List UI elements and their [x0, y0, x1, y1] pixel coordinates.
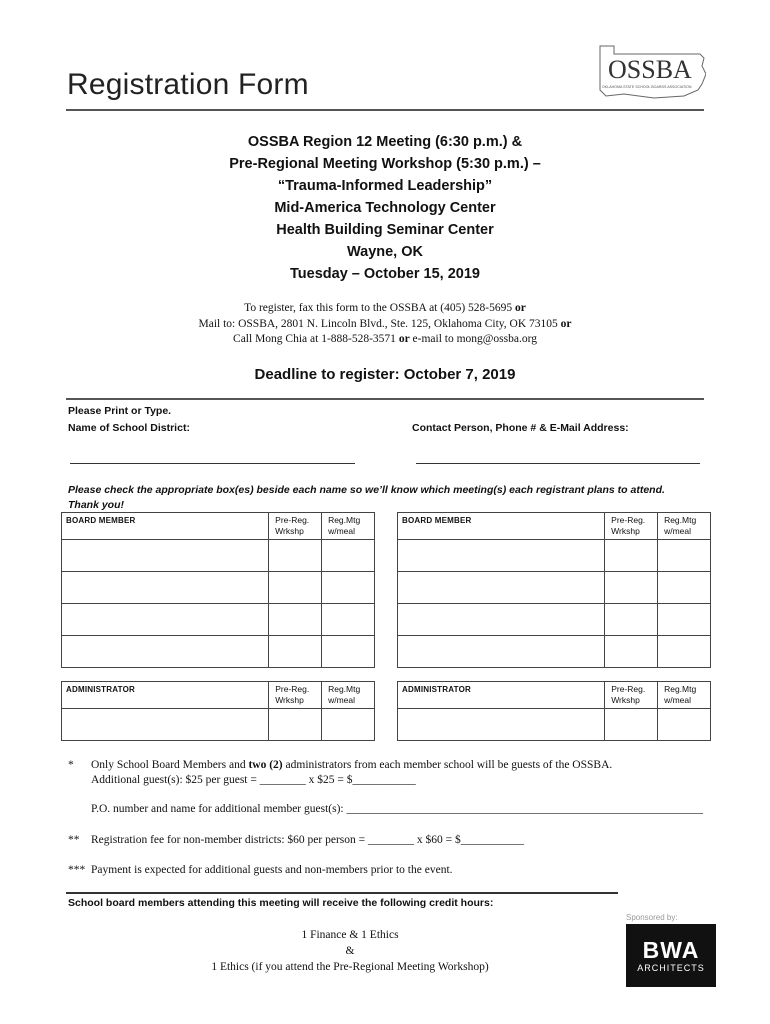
- regmtg-checkbox[interactable]: [322, 709, 375, 741]
- non-member-fee-line: Registration fee for non-member districts: $60 per person = ________ x $60 = $___________: [91, 834, 524, 846]
- prereg-checkbox[interactable]: [605, 709, 658, 741]
- deadline-heading: Deadline to register: October 7, 2019: [254, 366, 516, 383]
- bwa-architects-logo: [626, 924, 716, 987]
- credit-line: 1 Finance & 1 Ethics: [301, 929, 399, 941]
- logo-subtext: OKLAHOMA STATE SCHOOL BOARDS ASSOCIATION: [602, 85, 692, 89]
- regmtg-checkbox[interactable]: [322, 572, 375, 604]
- check-instructions: [68, 483, 708, 513]
- prereg-header: Pre-Reg. Wrkshp: [269, 513, 322, 540]
- prereg-checkbox[interactable]: [269, 540, 322, 572]
- deadline-divider: [66, 398, 704, 400]
- name-cell[interactable]: [398, 709, 605, 741]
- note-marker-1: *: [68, 759, 74, 771]
- logo-text: OSSBA: [608, 55, 692, 84]
- mail-text: Mail to: OSSBA, 2801 N. Lincoln Blvd., Ste. 125, Oklahoma City, OK 73105: [198, 317, 558, 330]
- regmtg-checkbox[interactable]: [658, 604, 711, 636]
- regmtg-checkbox[interactable]: [322, 604, 375, 636]
- prereg-checkbox[interactable]: [269, 709, 322, 741]
- prereg-checkbox[interactable]: [605, 540, 658, 572]
- credit-divider: [66, 892, 618, 894]
- regmtg-header: Reg.Mtg w/meal: [322, 513, 375, 540]
- sponsor-logo-small: ARCHITECTS: [637, 963, 705, 973]
- administrator-header: ADMINISTRATOR: [398, 682, 605, 709]
- email-text: e-mail to mong@ossba.org: [412, 333, 537, 345]
- regmtg-checkbox[interactable]: [658, 636, 711, 668]
- board-member-table-left: [61, 512, 375, 668]
- event-line: “Trauma-Informed Leadership”: [277, 178, 493, 194]
- event-line: Wayne, OK: [346, 244, 423, 260]
- credit-line: 1 Ethics (if you attend the Pre-Regional Meeting Workshop): [211, 961, 489, 973]
- prereg-checkbox[interactable]: [269, 636, 322, 668]
- regmtg-checkbox[interactable]: [658, 572, 711, 604]
- regmtg-header: Reg.Mtg w/meal: [658, 682, 711, 709]
- call-text: Call Mong Chia at 1-888-528-3571: [233, 333, 396, 345]
- check-instructions-text: Please check the appropriate box(es) beside each name so we’ll know which meeting(s) each registrant plans to attend.: [68, 484, 665, 496]
- prereg-checkbox[interactable]: [605, 572, 658, 604]
- title-divider: [66, 109, 704, 111]
- administrator-table-right: [397, 681, 711, 741]
- ossba-logo: [594, 44, 706, 106]
- regmtg-checkbox[interactable]: [322, 636, 375, 668]
- board-member-header: BOARD MEMBER: [62, 513, 269, 540]
- regmtg-header: Reg.Mtg w/meal: [658, 513, 711, 540]
- name-cell[interactable]: [62, 709, 269, 741]
- prereg-checkbox[interactable]: [269, 572, 322, 604]
- name-cell[interactable]: [398, 540, 605, 572]
- prereg-checkbox[interactable]: [269, 604, 322, 636]
- page-title: Registration Form: [67, 68, 309, 101]
- event-details: [0, 131, 770, 285]
- administrator-header: ADMINISTRATOR: [62, 682, 269, 709]
- print-instruction: Please Print or Type.: [68, 405, 172, 417]
- name-cell[interactable]: [398, 604, 605, 636]
- prereg-header: Pre-Reg. Wrkshp: [605, 513, 658, 540]
- board-member-table-right: [397, 512, 711, 668]
- regmtg-checkbox[interactable]: [322, 540, 375, 572]
- event-line: OSSBA Region 12 Meeting (6:30 p.m.) &: [247, 134, 523, 150]
- credit-hours-label: School board members attending this meeting will receive the following credit hours:: [68, 897, 494, 909]
- event-line: Tuesday – October 15, 2019: [290, 266, 480, 282]
- note-marker-2: **: [68, 834, 80, 846]
- or-text: or: [560, 317, 572, 330]
- name-cell[interactable]: [62, 604, 269, 636]
- school-district-label: Name of School District:: [68, 422, 190, 434]
- name-cell[interactable]: [62, 540, 269, 572]
- contact-person-label: Contact Person, Phone # & E-Mail Address:: [412, 422, 629, 434]
- or-text: or: [515, 302, 526, 314]
- administrator-table-left: [61, 681, 375, 741]
- school-district-field[interactable]: [70, 463, 355, 464]
- event-line: Pre-Regional Meeting Workshop (5:30 p.m.) –: [229, 156, 541, 172]
- thank-you-text: Thank you!: [68, 499, 125, 511]
- regmtg-header: Reg.Mtg w/meal: [322, 682, 375, 709]
- name-cell[interactable]: [398, 572, 605, 604]
- or-text: or: [398, 333, 410, 345]
- registration-instructions: [0, 301, 770, 348]
- credit-hours: [150, 927, 550, 975]
- credit-line: &: [345, 945, 355, 957]
- regmtg-checkbox[interactable]: [658, 709, 711, 741]
- note-marker-3: ***: [68, 864, 86, 876]
- contact-person-field[interactable]: [416, 463, 700, 464]
- event-line: Mid-America Technology Center: [274, 200, 496, 216]
- regmtg-checkbox[interactable]: [658, 540, 711, 572]
- name-cell[interactable]: [62, 636, 269, 668]
- prereg-checkbox[interactable]: [605, 636, 658, 668]
- prereg-header: Pre-Reg. Wrkshp: [269, 682, 322, 709]
- board-member-header: BOARD MEMBER: [398, 513, 605, 540]
- payment-note: Payment is expected for additional guests and non-members prior to the event.: [91, 864, 453, 876]
- prereg-header: Pre-Reg. Wrkshp: [605, 682, 658, 709]
- additional-guest-line: Additional guest(s): $25 per guest = ________ x $25 = $___________: [91, 774, 416, 786]
- note-guests: Only School Board Members and two (2) administrators from each member school will be guests of the OSSBA. Additional guest(s): $25 per guest = ________ x $25 = $___________: [91, 758, 711, 788]
- event-line: Health Building Seminar Center: [276, 222, 494, 238]
- name-cell[interactable]: [62, 572, 269, 604]
- sponsor-logo-big: BWA: [642, 937, 700, 963]
- prereg-checkbox[interactable]: [605, 604, 658, 636]
- sponsored-by-label: Sponsored by:: [626, 913, 678, 922]
- po-number-line: P.O. number and name for additional member guest(s): ______________________________________________________________: [91, 803, 703, 815]
- name-cell[interactable]: [398, 636, 605, 668]
- fax-text: To register, fax this form to the OSSBA at (405) 528-5695: [244, 302, 513, 314]
